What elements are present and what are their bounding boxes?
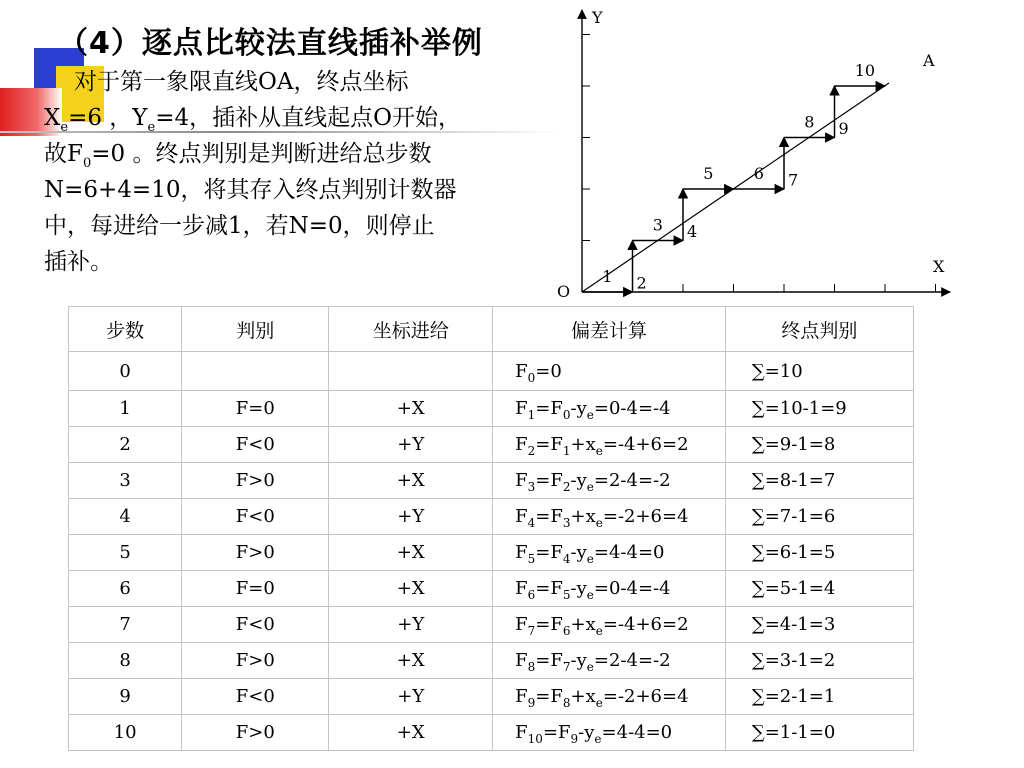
para-line-5: 中，每进给一步减1，若N=0，则停止	[44, 213, 435, 239]
cell-terminal: ∑=10	[725, 352, 913, 391]
cell-feed	[329, 352, 493, 391]
cell-judge	[182, 352, 329, 391]
cell-terminal: ∑=5-1=4	[725, 571, 913, 607]
origin-label: O	[557, 282, 571, 301]
cell-judge: F=0	[182, 391, 329, 427]
cell-terminal: ∑=10-1=9	[725, 391, 913, 427]
table-row	[69, 463, 914, 499]
cell-judge: F<0	[182, 499, 329, 535]
cell-deviation: $F_5=F_4-y_e=4-4=0$	[493, 535, 726, 571]
f0-prefix: 故F	[44, 141, 83, 167]
header-terminal: 终点判别	[725, 307, 913, 352]
cell-deviation: $F_1=F_0-y_e=0-4=-4$	[493, 391, 726, 427]
cell-judge: F=0	[182, 571, 329, 607]
cell-feed: +Y	[329, 499, 493, 535]
cell-feed: +Y	[329, 679, 493, 715]
cell-step: 2	[69, 427, 182, 463]
cell-terminal: ∑=9-1=8	[725, 427, 913, 463]
header-step: 步数	[69, 307, 182, 352]
cell-step: 1	[69, 391, 182, 427]
table-header-row	[69, 307, 914, 352]
table-row	[69, 499, 914, 535]
ye-letter: Y	[132, 105, 148, 131]
table-row	[69, 715, 914, 751]
step-label-3: 3	[652, 215, 663, 235]
step-label-2: 2	[636, 273, 647, 293]
table-row	[69, 427, 914, 463]
header-judge: 判别	[182, 307, 329, 352]
table-row	[69, 679, 914, 715]
table-row	[69, 535, 914, 571]
step-label-1: 1	[602, 267, 613, 286]
cell-step: 3	[69, 463, 182, 499]
endpoint-a-label: A	[923, 51, 935, 70]
interpolation-diagram	[548, 4, 968, 304]
cell-deviation: $F_2=F_1+x_e=-4+6=2$	[493, 427, 726, 463]
para-line-6: 插补。	[44, 249, 113, 275]
para-line-1: 对于第一象限直线OA，终点坐标	[74, 69, 409, 95]
slide-title: （4）逐点比较法直线插补举例	[58, 26, 483, 61]
cell-feed: +X	[329, 535, 493, 571]
step-label-6: 6	[753, 164, 764, 183]
description-paragraph	[44, 64, 524, 280]
para-line-3	[44, 136, 524, 172]
cell-judge: F>0	[182, 643, 329, 679]
table-row	[69, 571, 914, 607]
cell-step: 7	[69, 607, 182, 643]
table-row	[69, 643, 914, 679]
header-deviation: 偏差计算	[493, 307, 726, 352]
ye-value: =4，插补从直线起点O开始，	[155, 105, 461, 131]
cell-judge: F<0	[182, 679, 329, 715]
table-row	[69, 352, 914, 391]
cell-feed: +Y	[329, 607, 493, 643]
ye-subscript: e	[147, 120, 156, 135]
cell-step: 5	[69, 535, 182, 571]
cell-deviation: $F_7=F_6+x_e=-4+6=2$	[493, 607, 726, 643]
cell-deviation: $F_6=F_5-y_e=0-4=-4$	[493, 571, 726, 607]
cell-judge: F>0	[182, 463, 329, 499]
cell-terminal: ∑=3-1=2	[725, 643, 913, 679]
step-label-9: 9	[838, 118, 849, 138]
step-label-8: 8	[804, 112, 815, 132]
cell-step: 10	[69, 715, 182, 751]
xe-subscript: e	[60, 120, 69, 135]
cell-judge: F<0	[182, 427, 329, 463]
table-row	[69, 391, 914, 427]
header-feed: 坐标进给	[329, 307, 493, 352]
cell-deviation: $F_8=F_7-y_e=2-4=-2$	[493, 643, 726, 679]
cell-terminal: ∑=7-1=6	[725, 499, 913, 535]
cell-judge: F>0	[182, 535, 329, 571]
cell-terminal: ∑=2-1=1	[725, 679, 913, 715]
cell-terminal: ∑=6-1=5	[725, 535, 913, 571]
cell-step: 8	[69, 643, 182, 679]
cell-judge: F>0	[182, 715, 329, 751]
cell-terminal: ∑=4-1=3	[725, 607, 913, 643]
interpolation-table	[68, 306, 914, 751]
cell-feed: +X	[329, 571, 493, 607]
para-line-2	[44, 100, 524, 136]
x-axis-label: X	[933, 257, 945, 276]
cell-feed: +Y	[329, 427, 493, 463]
step-label-5: 5	[703, 164, 714, 183]
cell-deviation: $F_4=F_3+x_e=-2+6=4$	[493, 499, 726, 535]
cell-deviation: $F_0=0$	[493, 352, 726, 391]
table-row	[69, 607, 914, 643]
f0-subscript: 0	[82, 156, 92, 171]
cell-deviation: $F_{10}=F_9-y_e=4-4=0$	[493, 715, 726, 751]
para-line-4: N=6+4=10，将其存入终点判别计数器	[44, 177, 457, 203]
cell-feed: +X	[329, 643, 493, 679]
cell-step: 0	[69, 352, 182, 391]
step-label-4: 4	[687, 221, 698, 241]
table-body	[69, 352, 914, 751]
f0-suffix: =0 。终点判别是判断进给总步数	[91, 141, 432, 167]
cell-step: 4	[69, 499, 182, 535]
cell-step: 9	[69, 679, 182, 715]
cell-deviation: $F_9=F_8+x_e=-2+6=4$	[493, 679, 726, 715]
step-label-7: 7	[788, 170, 799, 190]
line-oa	[582, 83, 889, 292]
y-axis-label: Y	[592, 8, 603, 27]
step-label-10: 10	[854, 61, 876, 80]
cell-judge: F<0	[182, 607, 329, 643]
cell-step: 6	[69, 571, 182, 607]
cell-terminal: ∑=8-1=7	[725, 463, 913, 499]
xe-letter: X	[44, 105, 61, 131]
cell-feed: +X	[329, 391, 493, 427]
cell-terminal: ∑=1-1=0	[725, 715, 913, 751]
cell-feed: +X	[329, 715, 493, 751]
xe-value: =6 ，	[68, 105, 133, 131]
cell-feed: +X	[329, 463, 493, 499]
cell-deviation: $F_3=F_2-y_e=2-4=-2$	[493, 463, 726, 499]
